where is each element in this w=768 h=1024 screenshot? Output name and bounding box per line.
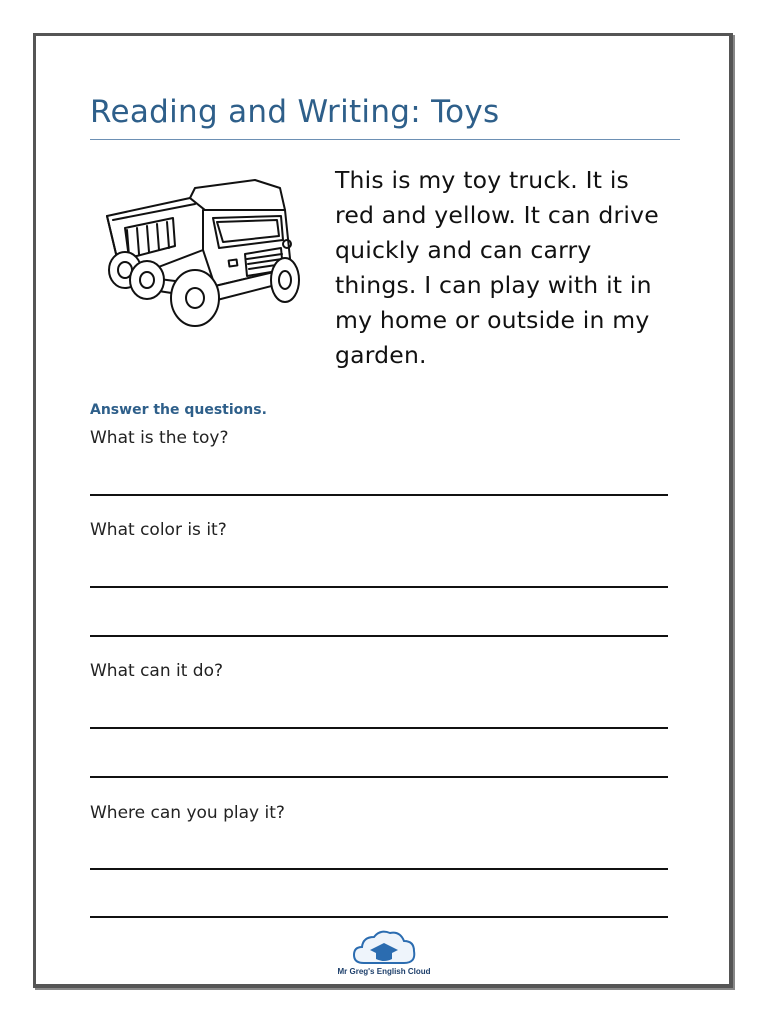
- page-title: Reading and Writing: Toys: [90, 94, 500, 130]
- toy-truck-illustration: [95, 158, 315, 348]
- question-2: What color is it?: [90, 520, 227, 540]
- instruction-heading: Answer the questions.: [90, 402, 267, 418]
- answer-line-3a[interactable]: [90, 727, 668, 729]
- reading-passage: This is my toy truck. It is red and yellow. It can drive quickly and can carry things. I can play with it in my home or outside in my garden.: [335, 166, 659, 369]
- answer-line-2b[interactable]: [90, 635, 668, 637]
- logo-text: Mr Greg's English Cloud: [337, 967, 431, 976]
- answer-line-3b[interactable]: [90, 776, 668, 778]
- answer-line-2a[interactable]: [90, 586, 668, 588]
- answer-line-1a[interactable]: [90, 494, 668, 496]
- question-3: What can it do?: [90, 661, 224, 681]
- answer-line-4b[interactable]: [90, 916, 668, 918]
- title-underline: [90, 139, 680, 140]
- answer-line-4a[interactable]: [90, 868, 668, 870]
- cloud-graduation-cap-icon: [330, 925, 438, 967]
- footer-logo: [330, 925, 438, 980]
- question-1: What is the toy?: [90, 428, 229, 448]
- question-4: Where can you play it?: [90, 803, 285, 823]
